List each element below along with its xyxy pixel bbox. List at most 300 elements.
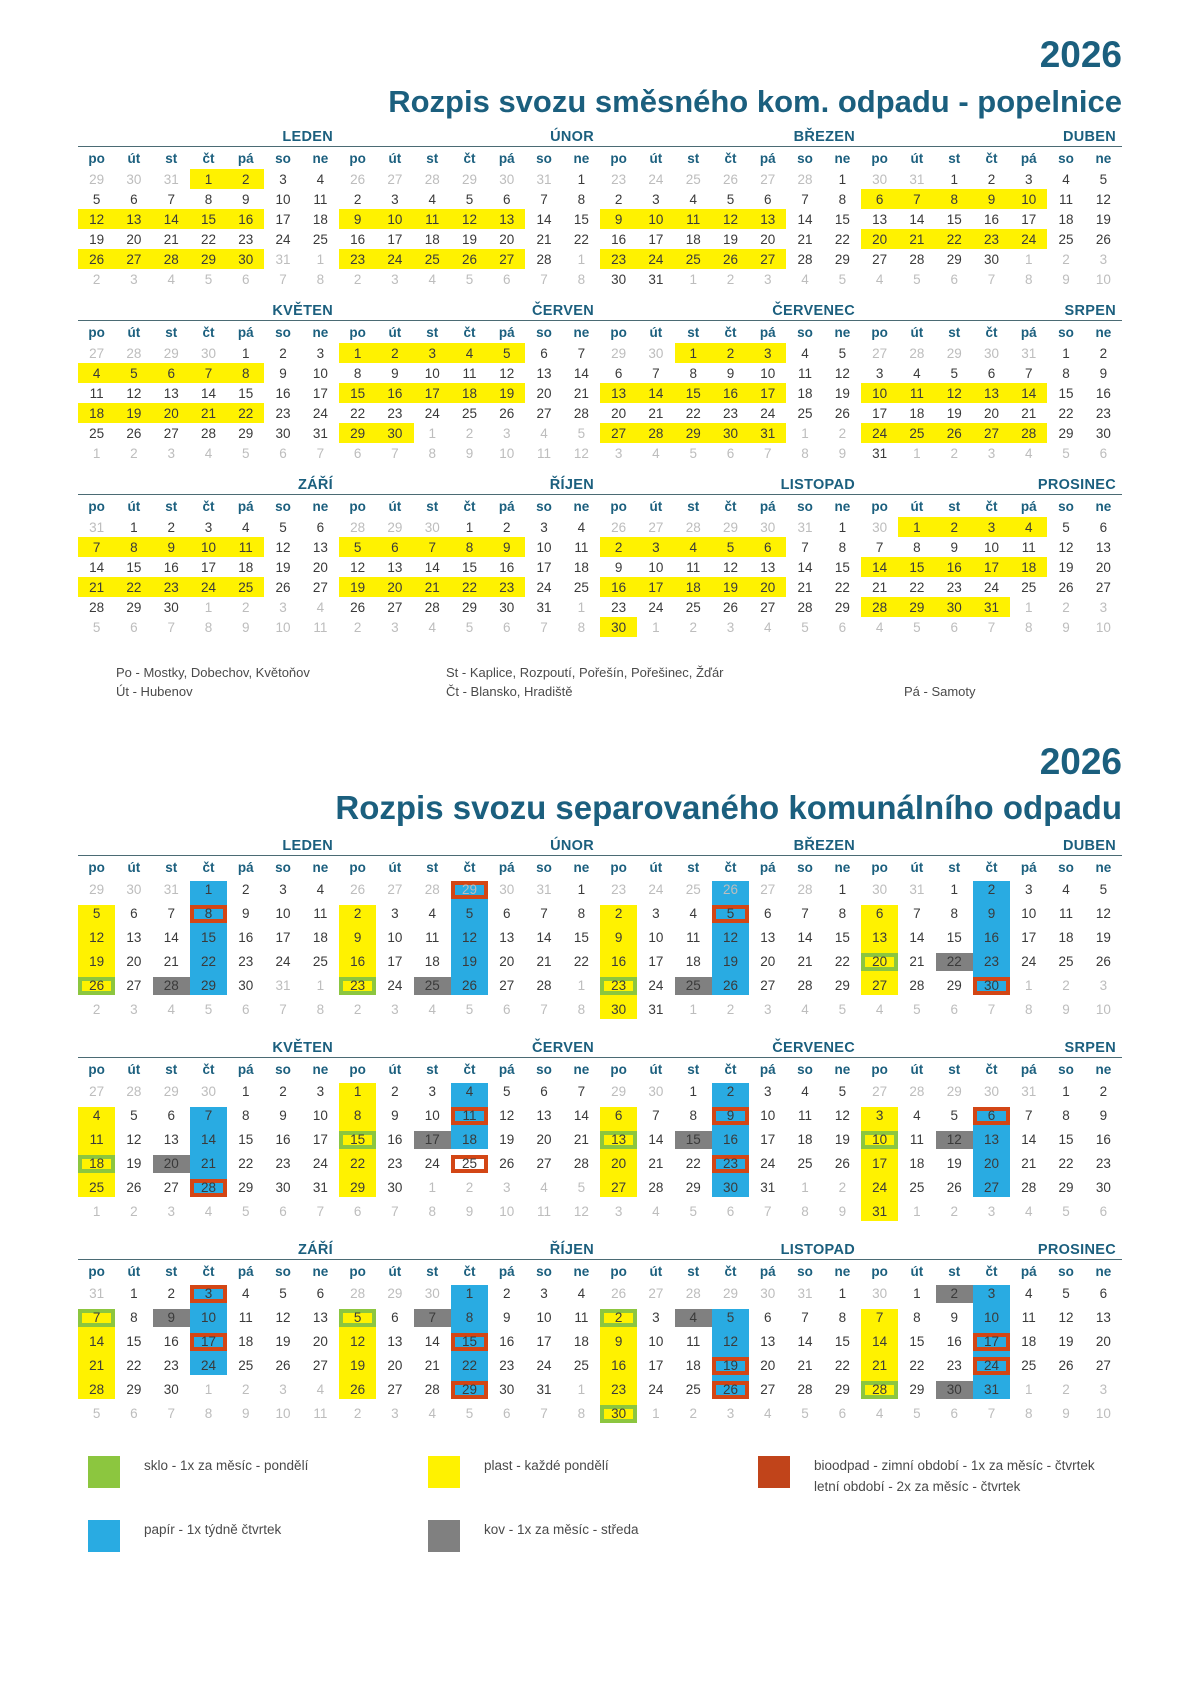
- day-cell-inner: [1047, 902, 1084, 926]
- day-cell: 30: [499, 599, 515, 615]
- day-cell: 26: [1058, 579, 1074, 595]
- day-cell: 16: [499, 559, 515, 575]
- day-number: 17: [312, 1132, 328, 1147]
- day-cell: 2: [712, 343, 749, 363]
- day-number: 1: [92, 1204, 101, 1219]
- weekday-út: út: [127, 1062, 141, 1077]
- day-number: 19: [946, 1156, 962, 1171]
- day-cell: [1010, 1354, 1047, 1378]
- day-number: 17: [387, 954, 403, 969]
- day-cell-inner: [637, 926, 674, 950]
- day-cell-inner: [1010, 1176, 1047, 1200]
- month-rule: [600, 1057, 861, 1058]
- day-cell-inner: [936, 1378, 973, 1402]
- month-name: SRPEN: [1064, 303, 1116, 319]
- day-cell-inner: [414, 926, 451, 950]
- day-cell: [78, 878, 115, 902]
- day-number: 13: [611, 1132, 627, 1147]
- day-cell: [339, 1402, 376, 1426]
- weekday-čt: čt: [724, 860, 737, 875]
- day-cell-inner: [1085, 1200, 1122, 1224]
- day-number: 17: [424, 1132, 440, 1147]
- day-cell-inner: [115, 1176, 152, 1200]
- day-cell: [973, 1330, 1010, 1354]
- weekday-pá: pá: [1020, 151, 1037, 166]
- week-row: [78, 403, 339, 423]
- day-number: 31: [89, 1286, 105, 1301]
- day-number: 1: [801, 1180, 809, 1195]
- day-cell: 27: [973, 423, 1010, 443]
- day-cell: 6: [316, 519, 325, 535]
- day-cell: 6: [503, 271, 511, 287]
- day-number: 22: [461, 1358, 477, 1373]
- day-cell: 30: [1095, 425, 1111, 441]
- day-cell-inner: [1085, 1080, 1122, 1104]
- day-cell: [376, 974, 413, 998]
- day-cell: 22: [227, 403, 264, 423]
- day-cell-inner: [675, 1402, 712, 1426]
- day-cell: [153, 1330, 190, 1354]
- day-cell-inner: [1047, 878, 1084, 902]
- day-cell-inner: [1010, 902, 1047, 926]
- day-cell: 17: [749, 383, 786, 403]
- week-row: [861, 229, 1122, 249]
- day-cell-inner: [898, 1104, 935, 1128]
- month-rule: [339, 1259, 600, 1260]
- day-cell: [302, 902, 339, 926]
- day-cell-inner: [302, 1152, 339, 1176]
- day-cell: 27: [387, 599, 403, 615]
- weekday-so: so: [797, 1264, 813, 1279]
- day-cell: 31: [163, 171, 179, 187]
- day-number: 22: [200, 954, 216, 969]
- month-name: LISTOPAD: [780, 477, 855, 493]
- day-number: 5: [465, 906, 474, 921]
- day-number: 20: [611, 1156, 627, 1171]
- day-cell-inner: [1085, 902, 1122, 926]
- week-row: [78, 1080, 339, 1104]
- week-row: [339, 1080, 600, 1104]
- day-cell-inner: [786, 1402, 823, 1426]
- day-cell: [600, 1104, 637, 1128]
- day-cell-inner: [898, 1282, 935, 1306]
- day-cell-inner: [227, 1128, 264, 1152]
- day-cell-inner: [302, 1104, 339, 1128]
- day-cell-inner: [637, 1354, 674, 1378]
- day-cell: [488, 1402, 525, 1426]
- day-cell: 5: [1062, 519, 1070, 535]
- day-cell: [786, 902, 823, 926]
- day-cell-inner: [414, 974, 451, 998]
- day-cell: [115, 878, 152, 902]
- day-number: 14: [909, 930, 925, 945]
- day-cell-inner: [712, 1080, 749, 1104]
- day-number: 4: [1025, 1286, 1033, 1301]
- day-cell: 5: [1062, 445, 1070, 461]
- note-pa: Pá - Samoty: [904, 684, 976, 699]
- day-cell: [339, 1306, 376, 1330]
- weekday-header-row: [78, 1059, 339, 1080]
- day-cell-inner: [600, 998, 637, 1022]
- day-cell: 16: [936, 557, 973, 577]
- day-number: 31: [872, 1204, 888, 1219]
- day-cell: [190, 1104, 227, 1128]
- day-cell: [525, 1080, 562, 1104]
- day-number: 14: [200, 1132, 216, 1147]
- day-cell: 18: [909, 405, 925, 421]
- day-cell: 12: [936, 383, 973, 403]
- day-cell: [190, 1378, 227, 1402]
- day-cell: 21: [898, 229, 935, 249]
- weekday-po: po: [88, 499, 105, 514]
- weekday-ne: ne: [834, 151, 851, 166]
- day-cell-inner: [600, 1104, 637, 1128]
- day-number: 7: [1025, 1108, 1033, 1123]
- day-number: 15: [1058, 1132, 1074, 1147]
- day-cell: 20: [983, 405, 999, 421]
- day-cell: [637, 1152, 674, 1176]
- day-cell: 2: [950, 445, 958, 461]
- day-cell: 13: [760, 559, 776, 575]
- day-cell: 4: [913, 365, 921, 381]
- day-cell: 12: [78, 209, 115, 229]
- day-cell-inner: [78, 1282, 115, 1306]
- day-number: 21: [573, 1132, 589, 1147]
- day-cell: 18: [1058, 211, 1074, 227]
- day-cell-inner: [153, 1402, 190, 1426]
- day-number: 29: [350, 1180, 366, 1195]
- day-number: 15: [126, 1334, 142, 1349]
- day-number: 20: [1095, 1334, 1111, 1349]
- day-cell-inner: [786, 878, 823, 902]
- day-cell: [1010, 1128, 1047, 1152]
- day-cell: 29: [611, 345, 627, 361]
- day-cell-inner: [488, 998, 525, 1022]
- day-cell: [936, 926, 973, 950]
- week-row: [600, 878, 861, 902]
- day-cell: [190, 1354, 227, 1378]
- day-cell-inner: [973, 1402, 1010, 1426]
- day-number: 18: [1058, 930, 1074, 945]
- day-cell: 23: [600, 249, 637, 269]
- day-number: 1: [465, 1286, 474, 1301]
- day-cell: 11: [675, 209, 712, 229]
- day-number: 30: [387, 1180, 403, 1195]
- legend-swatch-kov: [428, 1520, 460, 1552]
- day-cell-inner: [973, 1354, 1010, 1378]
- day-cell-inner: [78, 998, 115, 1022]
- day-number: 24: [424, 1156, 440, 1171]
- day-cell: 13: [749, 209, 786, 229]
- day-cell: 30: [648, 345, 664, 361]
- week-row: [600, 1282, 861, 1306]
- day-cell: 13: [536, 365, 552, 381]
- day-cell: 1: [577, 171, 586, 187]
- day-cell: [414, 1104, 451, 1128]
- day-cell: 19: [834, 385, 850, 401]
- day-cell-inner: [115, 1306, 152, 1330]
- day-cell: [637, 1080, 674, 1104]
- week-row: [861, 1402, 1122, 1426]
- day-cell-inner: [78, 1200, 115, 1224]
- day-cell-inner: [600, 926, 637, 950]
- day-cell-inner: [600, 1176, 637, 1200]
- day-cell-inner: [675, 1080, 712, 1104]
- day-cell-inner: [376, 1402, 413, 1426]
- week-row: [339, 902, 600, 926]
- day-number: 4: [875, 1002, 884, 1017]
- weekday-ne: ne: [1095, 1264, 1112, 1279]
- weekday-čt: čt: [202, 325, 215, 340]
- day-number: 12: [89, 930, 105, 945]
- day-cell-inner: [451, 926, 488, 950]
- weekday-st: st: [426, 325, 439, 340]
- day-cell: [637, 1128, 674, 1152]
- day-cell: 12: [499, 365, 515, 381]
- day-cell-inner: [675, 1378, 712, 1402]
- day-cell: 21: [797, 579, 813, 595]
- day-number: 18: [1021, 1334, 1037, 1349]
- day-cell: [376, 926, 413, 950]
- week-row: [78, 343, 339, 363]
- day-cell: [973, 1176, 1010, 1200]
- day-number: 15: [200, 930, 216, 945]
- day-cell-inner: [563, 1152, 600, 1176]
- week-row: [600, 1378, 861, 1402]
- day-cell-inner: [525, 902, 562, 926]
- day-cell: [675, 878, 712, 902]
- day-number: 10: [648, 1334, 664, 1349]
- day-cell-inner: [302, 1200, 339, 1224]
- month-únor: [339, 838, 600, 1022]
- day-cell: [414, 878, 451, 902]
- day-cell: [973, 950, 1010, 974]
- day-cell: [153, 1402, 190, 1426]
- day-cell: [898, 1378, 935, 1402]
- day-cell: [973, 1282, 1010, 1306]
- day-cell: [824, 926, 861, 950]
- week-row: [78, 878, 339, 902]
- day-cell: [302, 1282, 339, 1306]
- day-cell: 21: [573, 385, 589, 401]
- day-cell: [227, 1354, 264, 1378]
- day-number: 14: [797, 1334, 813, 1349]
- day-cell: [675, 1128, 712, 1152]
- day-cell: [936, 974, 973, 998]
- day-cell: 13: [312, 539, 328, 555]
- month-name: ŘÍJEN: [549, 477, 594, 493]
- day-cell-inner: [786, 974, 823, 998]
- day-cell: [339, 1354, 376, 1378]
- day-cell: [898, 1330, 935, 1354]
- weekday-so: so: [1058, 151, 1074, 166]
- day-cell: 16: [712, 383, 749, 403]
- day-number: 7: [92, 1310, 101, 1325]
- weekday-čt: čt: [463, 1264, 476, 1279]
- day-cell: [190, 926, 227, 950]
- day-cell-inner: [600, 878, 637, 902]
- day-cell: 4: [1062, 171, 1070, 187]
- day-cell: 19: [712, 577, 749, 597]
- day-number: 6: [130, 1406, 138, 1421]
- day-cell: 26: [834, 405, 850, 421]
- day-cell: 5: [913, 619, 921, 635]
- day-cell: 12: [1058, 539, 1074, 555]
- day-number: 29: [200, 978, 216, 993]
- day-number: 12: [722, 930, 738, 945]
- day-cell-inner: [563, 1282, 600, 1306]
- day-cell: 31: [973, 597, 1010, 617]
- day-number: 28: [424, 1382, 440, 1397]
- day-cell: 16: [376, 383, 413, 403]
- day-cell-inner: [1047, 1128, 1084, 1152]
- day-number: 18: [461, 1132, 477, 1147]
- day-cell-inner: [525, 1378, 562, 1402]
- day-cell-inner: [861, 902, 898, 926]
- day-cell: [675, 902, 712, 926]
- day-cell: [786, 926, 823, 950]
- day-cell: [1010, 1378, 1047, 1402]
- day-number: 23: [275, 1156, 291, 1171]
- day-number: 7: [540, 906, 548, 921]
- weekday-ne: ne: [1095, 325, 1112, 340]
- day-number: 23: [350, 978, 366, 993]
- day-cell: [786, 950, 823, 974]
- month-květen: [78, 303, 339, 463]
- day-cell-inner: [749, 950, 786, 974]
- day-cell: 6: [376, 537, 413, 557]
- day-number: 11: [909, 1132, 924, 1147]
- day-cell: [227, 950, 264, 974]
- day-cell-inner: [302, 926, 339, 950]
- calendar-table: [861, 1059, 1122, 1224]
- day-cell: 18: [675, 577, 712, 597]
- week-row: [78, 1306, 339, 1330]
- day-cell: [600, 974, 637, 998]
- day-number: 28: [797, 882, 813, 897]
- day-cell: [227, 1080, 264, 1104]
- day-cell: [637, 1176, 674, 1200]
- day-number: 14: [424, 1334, 440, 1349]
- day-cell: 12: [126, 385, 142, 401]
- day-cell: [451, 974, 488, 998]
- day-cell: [973, 1306, 1010, 1330]
- day-cell: [1010, 1402, 1047, 1426]
- weekday-po: po: [871, 860, 888, 875]
- calendar-table: [861, 148, 1122, 289]
- day-cell: [302, 1402, 339, 1426]
- day-cell: [153, 926, 190, 950]
- day-number: 2: [353, 906, 362, 921]
- day-cell: [861, 1152, 898, 1176]
- day-cell: [600, 1402, 637, 1426]
- day-cell: 26: [722, 171, 738, 187]
- day-number: 8: [577, 1002, 586, 1017]
- day-cell: [1010, 998, 1047, 1022]
- day-cell-inner: [190, 998, 227, 1022]
- day-cell: 9: [339, 209, 376, 229]
- day-cell-inner: [488, 950, 525, 974]
- day-number: 18: [797, 1132, 813, 1147]
- day-cell: [190, 1282, 227, 1306]
- day-number: 29: [461, 882, 477, 897]
- month-rule: [78, 1057, 339, 1058]
- day-cell: [115, 974, 152, 998]
- day-cell-inner: [1085, 1354, 1122, 1378]
- day-number: 1: [577, 1382, 586, 1397]
- day-cell: [451, 1306, 488, 1330]
- month-name: PROSINEC: [1037, 1242, 1116, 1258]
- day-number: 11: [462, 1108, 477, 1123]
- day-cell-inner: [525, 1152, 562, 1176]
- day-cell: [525, 1282, 562, 1306]
- day-number: 16: [946, 1334, 962, 1349]
- day-number: 13: [760, 1334, 776, 1349]
- weekday-so: so: [275, 860, 291, 875]
- weekday-po: po: [610, 325, 627, 340]
- day-cell-inner: [115, 926, 152, 950]
- day-cell-inner: [525, 998, 562, 1022]
- day-cell: [1047, 1152, 1084, 1176]
- day-cell-inner: [861, 1104, 898, 1128]
- day-number: 25: [424, 978, 440, 993]
- day-cell-inner: [227, 1152, 264, 1176]
- day-cell: 31: [536, 599, 552, 615]
- day-number: 14: [797, 930, 813, 945]
- day-cell-inner: [563, 878, 600, 902]
- week-row: [339, 1354, 600, 1378]
- day-cell: 8: [689, 365, 697, 381]
- day-cell: [1047, 1176, 1084, 1200]
- week-row: [339, 557, 600, 577]
- weekday-ne: ne: [834, 860, 851, 875]
- day-cell: 9: [1062, 271, 1070, 287]
- day-number: 18: [424, 954, 440, 969]
- day-cell: [1047, 950, 1084, 974]
- calendar-table: [600, 1261, 861, 1426]
- day-cell: [115, 926, 152, 950]
- day-number: 7: [913, 906, 921, 921]
- day-cell: 23: [611, 171, 627, 187]
- day-cell-inner: [227, 926, 264, 950]
- weekday-header-row: [861, 148, 1122, 169]
- month-rule: [600, 320, 861, 321]
- day-number: 3: [1099, 978, 1108, 993]
- day-cell: [264, 1354, 301, 1378]
- day-number: 4: [316, 882, 325, 897]
- day-cell-inner: [824, 902, 861, 926]
- week-row: [600, 1080, 861, 1104]
- day-cell-inner: [675, 1306, 712, 1330]
- day-cell-inner: [637, 1080, 674, 1104]
- day-cell-inner: [936, 998, 973, 1022]
- day-cell: 2: [130, 445, 138, 461]
- day-cell: 13: [872, 211, 888, 227]
- day-cell-inner: [861, 1080, 898, 1104]
- day-cell-inner: [525, 1282, 562, 1306]
- day-number: 2: [242, 882, 250, 897]
- day-cell: 6: [242, 271, 250, 287]
- day-cell: [712, 902, 749, 926]
- day-cell-inner: [451, 950, 488, 974]
- day-cell-inner: [339, 1330, 376, 1354]
- day-cell: 28: [797, 599, 813, 615]
- day-cell: [78, 1200, 115, 1224]
- day-number: 8: [204, 906, 213, 921]
- day-cell: 15: [461, 559, 477, 575]
- day-number: 26: [722, 1382, 738, 1397]
- day-number: 6: [1099, 1286, 1108, 1301]
